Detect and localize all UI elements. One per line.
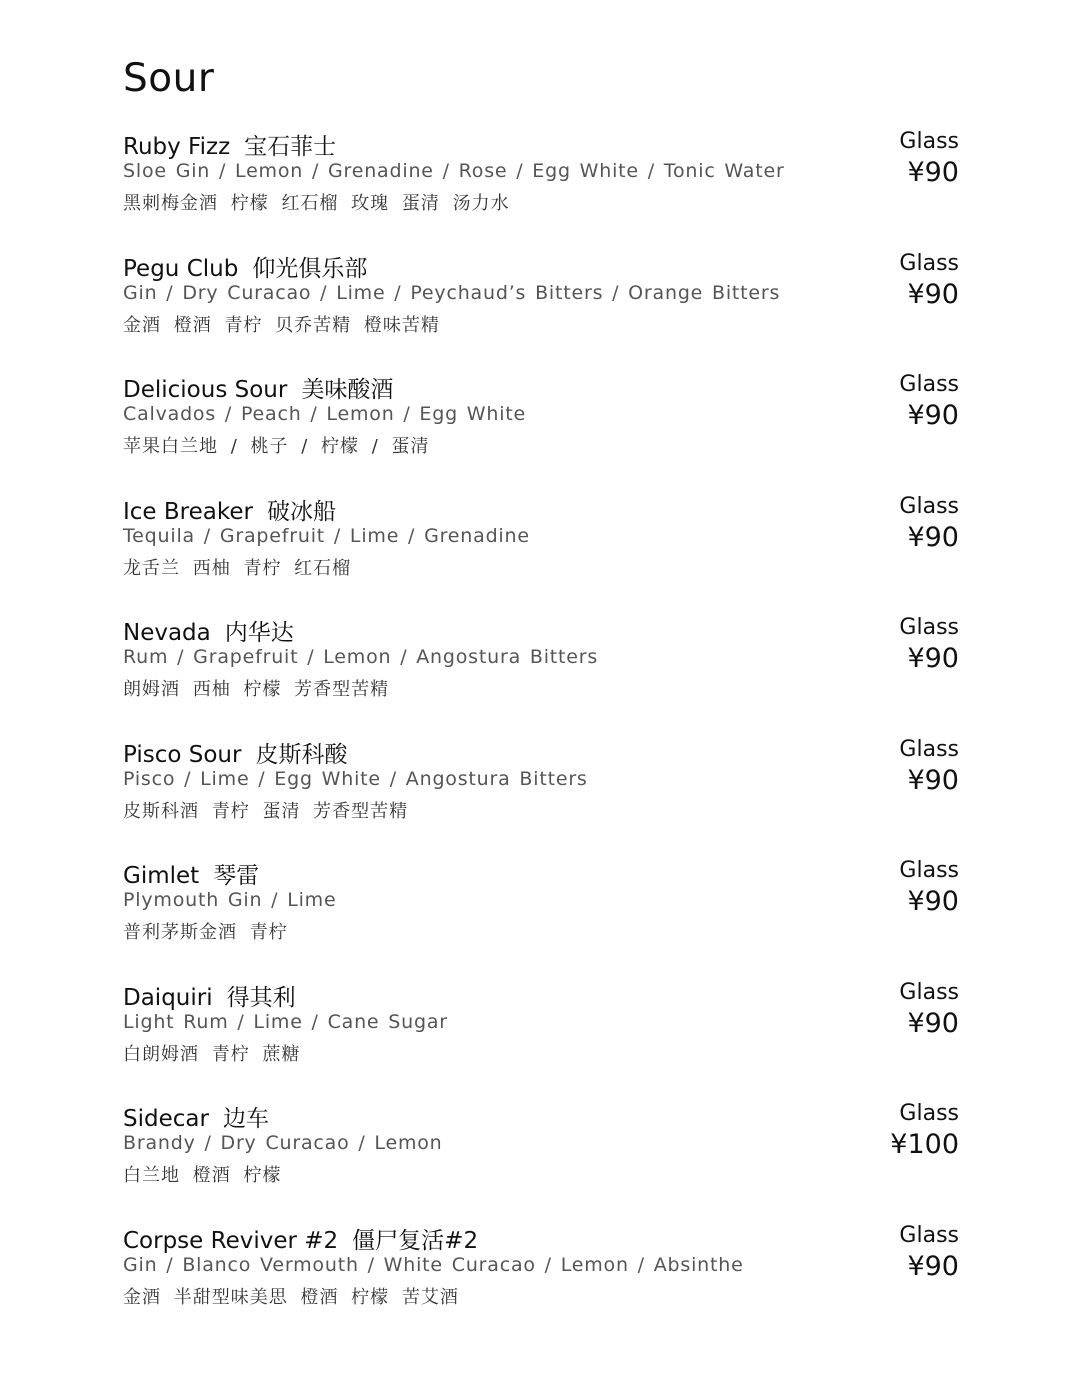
item-name-en: Ruby Fizz — [123, 134, 231, 160]
item-name-cn: 僵尸复活#2 — [352, 1227, 479, 1254]
item-name-en: Pisco Sour — [123, 741, 242, 768]
item-ingredients-cn: 白兰地 橙酒 柠檬 — [123, 1165, 282, 1186]
item-name — [123, 614, 294, 647]
item-name — [123, 1222, 478, 1255]
item-ingredients: Gin / Blanco Vermouth / White Curacao / Lemon / Absinthe — [123, 1253, 744, 1276]
item-ingredients: Calvados / Peach / Lemon / Egg White — [123, 403, 527, 425]
item-name-cn: 边车 — [222, 1106, 269, 1132]
menu-item-ice-breaker — [123, 493, 963, 615]
item-price: ¥90 — [907, 400, 959, 431]
menu-item-pegu-club — [123, 250, 963, 372]
item-name-en: Daiquiri — [123, 984, 213, 1011]
item-name-cn: 琴雷 — [213, 863, 260, 889]
item-name-en: Ice Breaker — [123, 498, 253, 525]
menu-item-ruby-fizz — [123, 128, 963, 250]
item-name-en: Gimlet — [123, 863, 200, 889]
item-ingredients-cn: 苹果白兰地 / 桃子 / 柠檬 / 蛋清 — [123, 436, 430, 457]
item-size: Glass — [899, 372, 959, 397]
item-price: ¥90 — [907, 278, 959, 310]
item-name-cn: 得其利 — [226, 984, 296, 1011]
item-ingredients: Gin / Dry Curacao / Lime / Peychaud’s Bitters / Orange Bitters — [123, 281, 781, 304]
item-price: ¥90 — [907, 521, 959, 553]
item-ingredients-cn: 皮斯科酒 青柠 蛋清 芳香型苦精 — [123, 800, 409, 822]
item-ingredients-cn: 朗姆酒 西柚 柠檬 芳香型苦精 — [123, 679, 390, 700]
item-ingredients: Pisco / Lime / Egg White / Angostura Bitters — [123, 767, 588, 790]
item-size: Glass — [899, 1101, 959, 1126]
item-size: Glass — [899, 1222, 959, 1248]
menu-item-pisco-sour — [123, 736, 963, 858]
item-name — [123, 979, 296, 1012]
item-price: ¥90 — [907, 886, 959, 917]
item-price: ¥90 — [907, 643, 959, 674]
item-name — [123, 857, 259, 890]
item-name-en: Pegu Club — [123, 255, 239, 282]
item-name-en: Delicious Sour — [123, 377, 288, 403]
item-ingredients-cn: 黑刺梅金酒 柠檬 红石榴 玫瑰 蛋清 汤力水 — [123, 193, 510, 214]
item-ingredients: Rum / Grapefruit / Lemon / Angostura Bitters — [123, 646, 599, 668]
item-ingredients-cn: 金酒 橙酒 青柠 贝乔苦精 橙味苦精 — [123, 314, 440, 336]
item-ingredients: Plymouth Gin / Lime — [123, 889, 337, 911]
menu-item-corpse-reviver-2 — [123, 1222, 963, 1344]
menu-list — [123, 128, 963, 1343]
item-name-en: Nevada — [123, 620, 211, 646]
item-name-cn: 美味酸酒 — [301, 377, 394, 403]
item-size: Glass — [899, 493, 959, 519]
item-name — [123, 736, 347, 769]
item-size: Glass — [899, 129, 959, 154]
item-name-cn: 破冰船 — [266, 498, 336, 525]
item-ingredients: Tequila / Grapefruit / Lime / Grenadine — [123, 524, 530, 547]
item-name-en: Sidecar — [123, 1106, 209, 1132]
item-name-cn: 内华达 — [224, 620, 294, 646]
item-ingredients-cn: 龙舌兰 西柚 青柠 红石榴 — [123, 557, 352, 579]
item-size: Glass — [899, 979, 959, 1005]
item-name — [123, 128, 336, 161]
item-size: Glass — [899, 736, 959, 762]
item-price: ¥90 — [907, 764, 959, 796]
item-ingredients: Sloe Gin / Lemon / Grenadine / Rose / Egg White / Tonic Water — [123, 160, 785, 182]
item-name — [123, 371, 393, 404]
item-ingredients-cn: 金酒 半甜型味美思 橙酒 柠檬 苦艾酒 — [123, 1286, 459, 1308]
item-name — [123, 493, 336, 526]
item-price: ¥90 — [907, 1007, 959, 1039]
item-name-cn: 皮斯科酸 — [255, 741, 348, 768]
item-name — [123, 250, 367, 283]
item-price: ¥90 — [907, 1250, 959, 1282]
item-price: ¥100 — [890, 1129, 959, 1160]
menu-item-sidecar — [123, 1100, 963, 1222]
item-ingredients-cn: 白朗姆酒 青柠 蔗糖 — [123, 1043, 301, 1065]
item-name — [123, 1100, 269, 1133]
item-size: Glass — [899, 858, 959, 883]
item-price: ¥90 — [907, 157, 959, 188]
item-name-cn: 宝石菲士 — [244, 134, 337, 160]
item-size: Glass — [899, 250, 959, 276]
item-ingredients-cn: 普利茅斯金酒 青柠 — [123, 922, 288, 943]
item-ingredients: Brandy / Dry Curacao / Lemon — [123, 1132, 443, 1154]
item-size: Glass — [899, 615, 959, 640]
item-name-en: Corpse Reviver #2 — [123, 1227, 339, 1254]
menu-item-gimlet — [123, 857, 963, 979]
menu-item-nevada — [123, 614, 963, 736]
item-ingredients: Light Rum / Lime / Cane Sugar — [123, 1010, 448, 1033]
menu-item-delicious-sour — [123, 371, 963, 493]
section-title: Sour — [123, 56, 215, 101]
item-name-cn: 仰光俱乐部 — [252, 255, 368, 282]
menu-item-daiquiri — [123, 979, 963, 1101]
